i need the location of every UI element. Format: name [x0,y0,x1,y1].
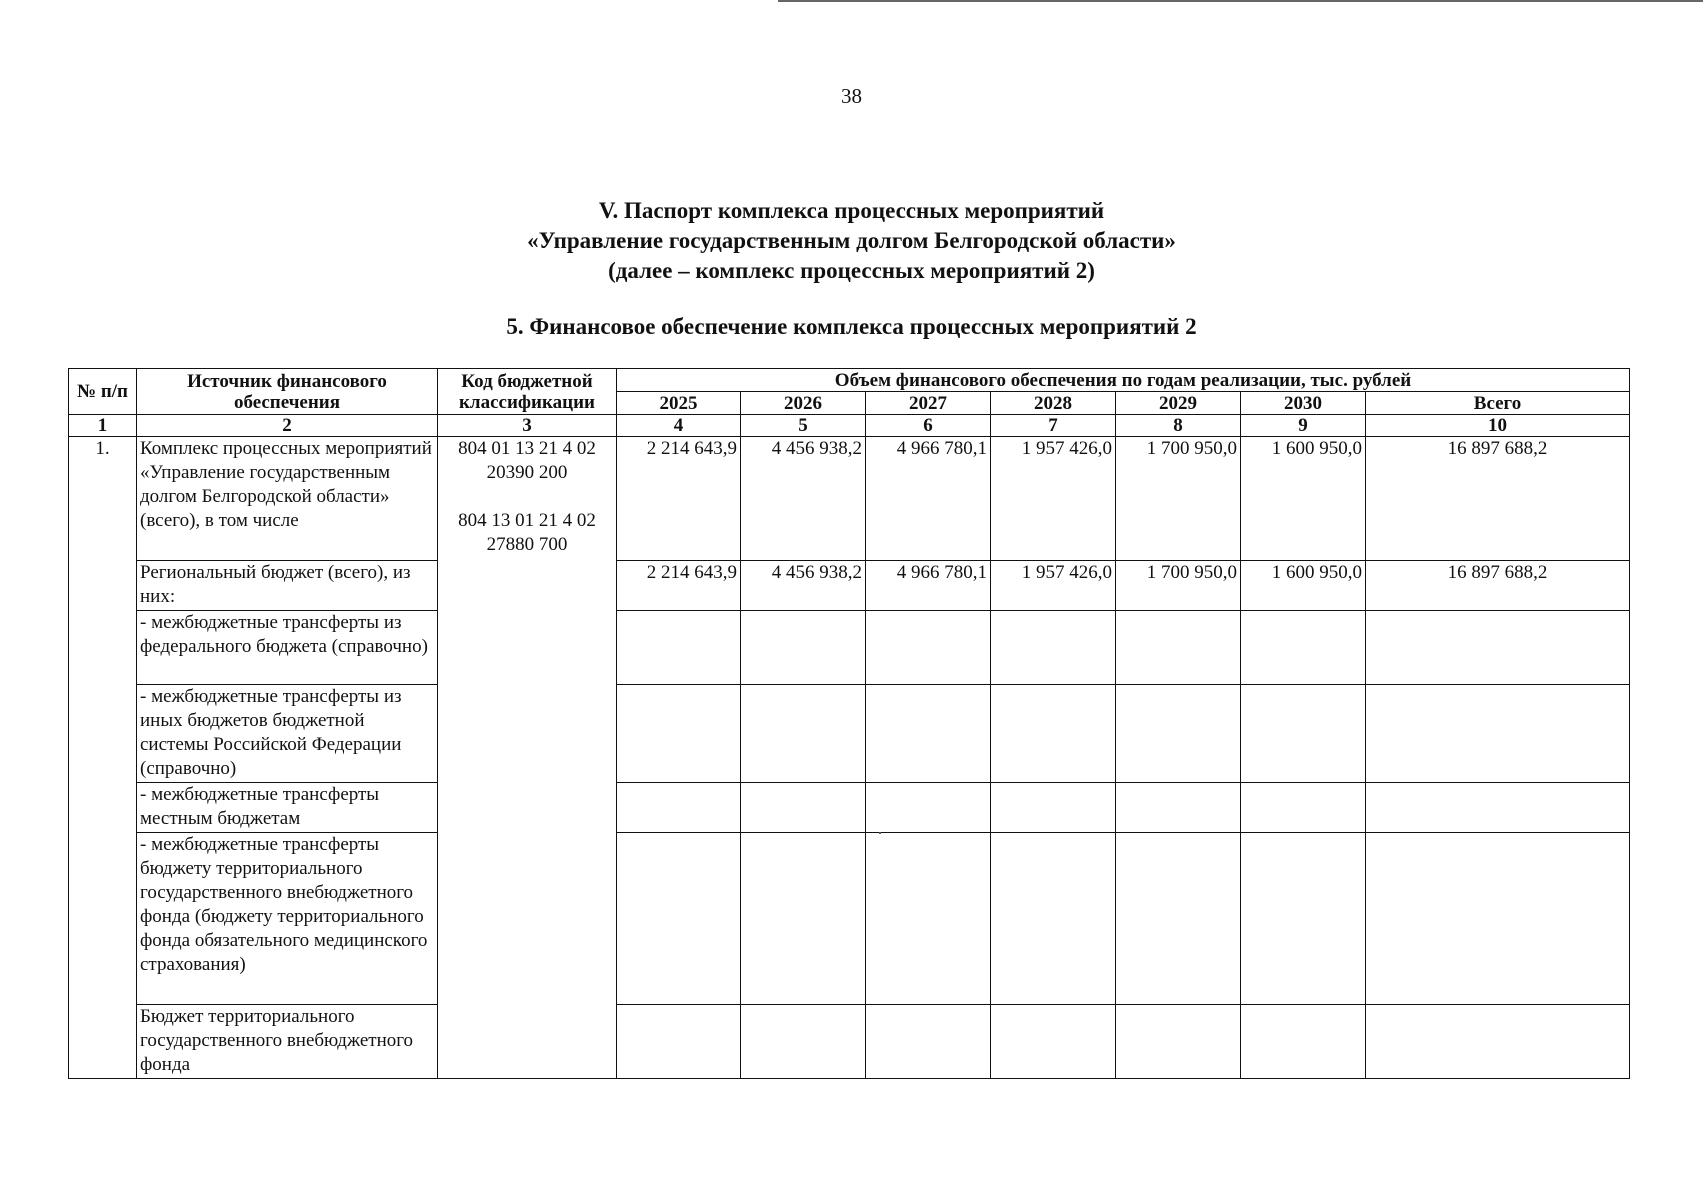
heading-line-1: V. Паспорт комплекса процессных мероприятий [598,198,1105,223]
value-2025: 2 214 643,9 [617,561,741,611]
column-number: 5 [741,415,866,437]
page-number: 38 [841,84,862,108]
value-total: 16 897 688,2 [1366,437,1630,561]
header-code: Код бюджетной классификации [438,369,617,415]
table-row [69,833,1630,1005]
value-total [1366,833,1630,1005]
value-total [1366,685,1630,783]
value-2030 [1241,783,1366,833]
column-number: 9 [1241,415,1366,437]
value-2025: 2 214 643,9 [617,437,741,561]
value-2029 [1116,783,1241,833]
value-2025 [617,611,741,685]
value-2030: 1 600 950,0 [1241,437,1366,561]
value-total [1366,783,1630,833]
financing-table [68,368,1630,1079]
table-row [69,437,1630,561]
value-2027 [866,1005,991,1079]
value-2030 [1241,1005,1366,1079]
value-2025 [617,1005,741,1079]
budget-code-cell [438,437,617,1079]
header-row [69,369,1630,392]
budget-code-line: 20390 200 [486,462,568,483]
row-source: Бюджет территориального государственного внебюджетного фонда [137,1005,438,1079]
value-2028 [991,783,1116,833]
budget-code-spacer [441,485,613,509]
column-number: 7 [991,415,1116,437]
value-2025 [617,783,741,833]
header-total: Всего [1366,392,1630,415]
value-2030 [1241,611,1366,685]
table-row [69,1005,1630,1079]
column-number: 3 [438,415,617,437]
column-number-row [69,415,1630,437]
value-2028 [991,611,1116,685]
value-2029: 1 700 950,0 [1116,561,1241,611]
top-edge-rule [778,0,1703,2]
value-total [1366,611,1630,685]
value-2029 [1116,611,1241,685]
value-2028 [991,833,1116,1005]
value-2030 [1241,685,1366,783]
value-2027 [866,783,991,833]
value-2029 [1116,685,1241,783]
column-number: 1 [69,415,137,437]
budget-code-line: 27880 700 [486,534,568,555]
value-2027 [866,685,991,783]
table-row [69,611,1630,685]
value-2025 [617,685,741,783]
value-2025 [617,833,741,1005]
value-2026 [741,611,866,685]
value-2027 [866,833,991,1005]
value-2030 [1241,833,1366,1005]
budget-code-line: 804 13 01 21 4 02 [458,510,596,531]
value-2029 [1116,1005,1241,1079]
column-number: 6 [866,415,991,437]
header-year-2029: 2029 [1116,392,1241,415]
row-number: 1. [69,437,137,1079]
value-2027: 4 966 780,1 [866,561,991,611]
header-year-2025: 2025 [617,392,741,415]
row-source: - межбюджетные трансферты бюджету территориального государственного внебюджетного фонда (бюджету территориального фонда обязательного медицинского страхования) [137,833,438,1005]
value-2029: 1 700 950,0 [1116,437,1241,561]
table-row [69,561,1630,611]
table-row [69,783,1630,833]
value-2028: 1 957 426,0 [991,437,1116,561]
value-2028: 1 957 426,0 [991,561,1116,611]
header-year-2027: 2027 [866,392,991,415]
value-total: 16 897 688,2 [1366,561,1630,611]
header-year-2030: 2030 [1241,392,1366,415]
value-2026 [741,783,866,833]
budget-code-line: 804 01 13 21 4 02 [458,438,596,459]
value-total [1366,1005,1630,1079]
value-2027 [866,611,991,685]
header-volume: Объем финансового обеспечения по годам реализации, тыс. рублей [617,369,1630,392]
header-year-2028: 2028 [991,392,1116,415]
value-2026 [741,685,866,783]
table-title: 5. Финансовое обеспечение комплекса процессных мероприятий 2 [506,314,1197,339]
column-number: 8 [1116,415,1241,437]
header-num: № п/п [69,369,137,415]
scan-speck [879,832,881,834]
header-source: Источник финансового обеспечения [137,369,438,415]
value-2026: 4 456 938,2 [741,561,866,611]
value-2026 [741,1005,866,1079]
value-2028 [991,685,1116,783]
column-number: 10 [1366,415,1630,437]
row-source: Региональный бюджет (всего), из них: [137,561,438,611]
section-heading [0,196,1703,286]
row-source: - межбюджетные трансферты из федерального бюджета (справочно) [137,611,438,685]
value-2030: 1 600 950,0 [1241,561,1366,611]
heading-line-2: «Управление государственным долгом Белгородской области» [527,228,1176,253]
value-2026: 4 456 938,2 [741,437,866,561]
value-2029 [1116,833,1241,1005]
column-number: 4 [617,415,741,437]
value-2026 [741,833,866,1005]
value-2027: 4 966 780,1 [866,437,991,561]
row-source: - межбюджетные трансферты из иных бюджетов бюджетной системы Российской Федерации (справочно) [137,685,438,783]
table-row [69,685,1630,783]
value-2028 [991,1005,1116,1079]
row-source: - межбюджетные трансферты местным бюджетам [137,783,438,833]
heading-line-3: (далее – комплекс процессных мероприятий 2) [608,258,1095,283]
row-source: Комплекс процессных мероприятий «Управление государственным долгом Белгородской области» (всего), в том числе [137,437,438,561]
header-year-2026: 2026 [741,392,866,415]
column-number: 2 [137,415,438,437]
